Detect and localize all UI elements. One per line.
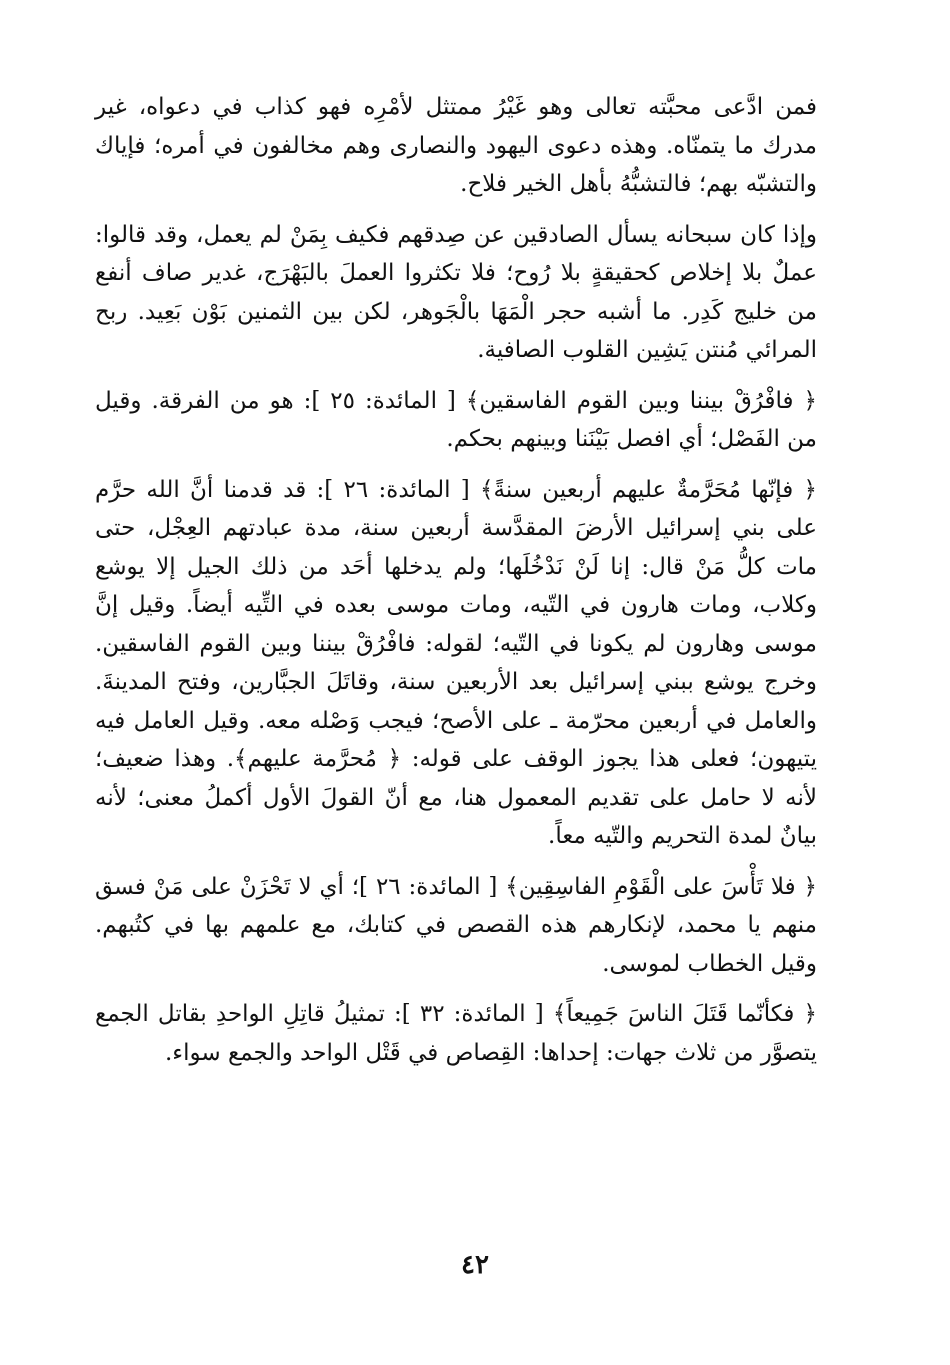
paragraph-5: ﴿ فلا تَأْسَ على الْقَوْمِ الفاسِقِين﴾ [ المائدة: ٢٦ ]؛ أي لا تَحْزَنْ على مَنْ فسق منهم يا محمد، لإنكارهم هذه القصص في كتابك، مع علمهم بها في كتُبهم. وقيل الخطاب لموسى. xyxy=(95,873,817,977)
paragraph-6: ﴿ فكأنّما قَتَلَ الناسَ جَمِيعاً﴾ [ المائدة: ٣٢ ]: تمثيلُ قاتِلِ الواحدِ بقاتل الجمع يتصوَّر من ثلاث جهات: إحداها: القِصاص في قَتْل الواحد والجمع سواء. xyxy=(95,1001,818,1066)
paragraph-4: ﴿ فإنّها مُحَرَّمةٌ عليهم أربعين سنةً﴾ [ المائدة: ٢٦ ]: قد قدمنا أنَّ الله حرَّم على بني إسرائيل الأرضَ المقدَّسة أربعين سنة، مدة عبادتهم العِجْل، حتى مات كلُّ مَنْ قال: إنا لَنْ نَدْخُلَها؛ ولم يدخلها أحَد من ذلك الجيل إلا يوشع وكلاب، ومات هارون في التّيه، ومات موسى بعده في التِّيه أيضاً. وقيل إنَّ موسى وهارون لم يكونا في التّيه؛ لقوله: فافْرُقْ بيننا وبين القوم الفاسقين. وخرج يوشع ببني إسرائيل بعد الأربعين سنة، وقاتَلَ الجبَّارين، وفتح المدينةَ. والعامل في أربعين محرّمة ـ على الأصح؛ فيجب وَصْله معه. وقيل العامل فيه يتيهون؛ فعلى هذا يجوز الوقف على قوله: ﴿ مُحرَّمة عليهم﴾. وهذا ضعيف؛ لأنه لا حامل على تقديم المعمول هنا، مع أنّ القولَ الأول أكملُ معنى؛ لأنه بيانٌ لمدة التحريم والتّيه معاً. xyxy=(95,476,818,849)
paragraph-1: فمن ادَّعى محبَّته تعالى وهو غَيْرُ ممتثل لأمْرِه فهو كذاب في دعواه، غير مدرك ما يتمنّاه. وهذه دعوى اليهود والنصارى وهم مخالفون في أمره؛ فإياك والتشبّه بهم؛ فالتشبُّهُ بأهل الخير فلاح. xyxy=(95,94,817,197)
page-body xyxy=(95,88,817,1072)
paragraph-3: ﴿ فافْرُقْ بيننا وبين القوم الفاسقين﴾ [ المائدة: ٢٥ ]: هو من الفرقة. وقيل من الفَصْل؛ أي افصل بَيْنَنا وبينهم بحكم. xyxy=(95,387,817,452)
paragraph-2: وإذا كان سبحانه يسأل الصادقين عن صِدقهم فكيف بِمَنْ لم يعمل، وقد قالوا: عملٌ بلا إخلاص كحقيقةٍ بلا رُوح؛ فلا تكثروا العملَ بالبَهْرَج، غدير صاف أنفع من خليج كَدِر. ما أشبه حجر الْمَهَا بالْجَوهر، لكن بين الثمنين بَوْن بَعِيد. ربح المرائي مُنتن يَشِين القلوب الصافية. xyxy=(95,221,817,363)
page-number: ٤٢ xyxy=(461,1250,489,1280)
